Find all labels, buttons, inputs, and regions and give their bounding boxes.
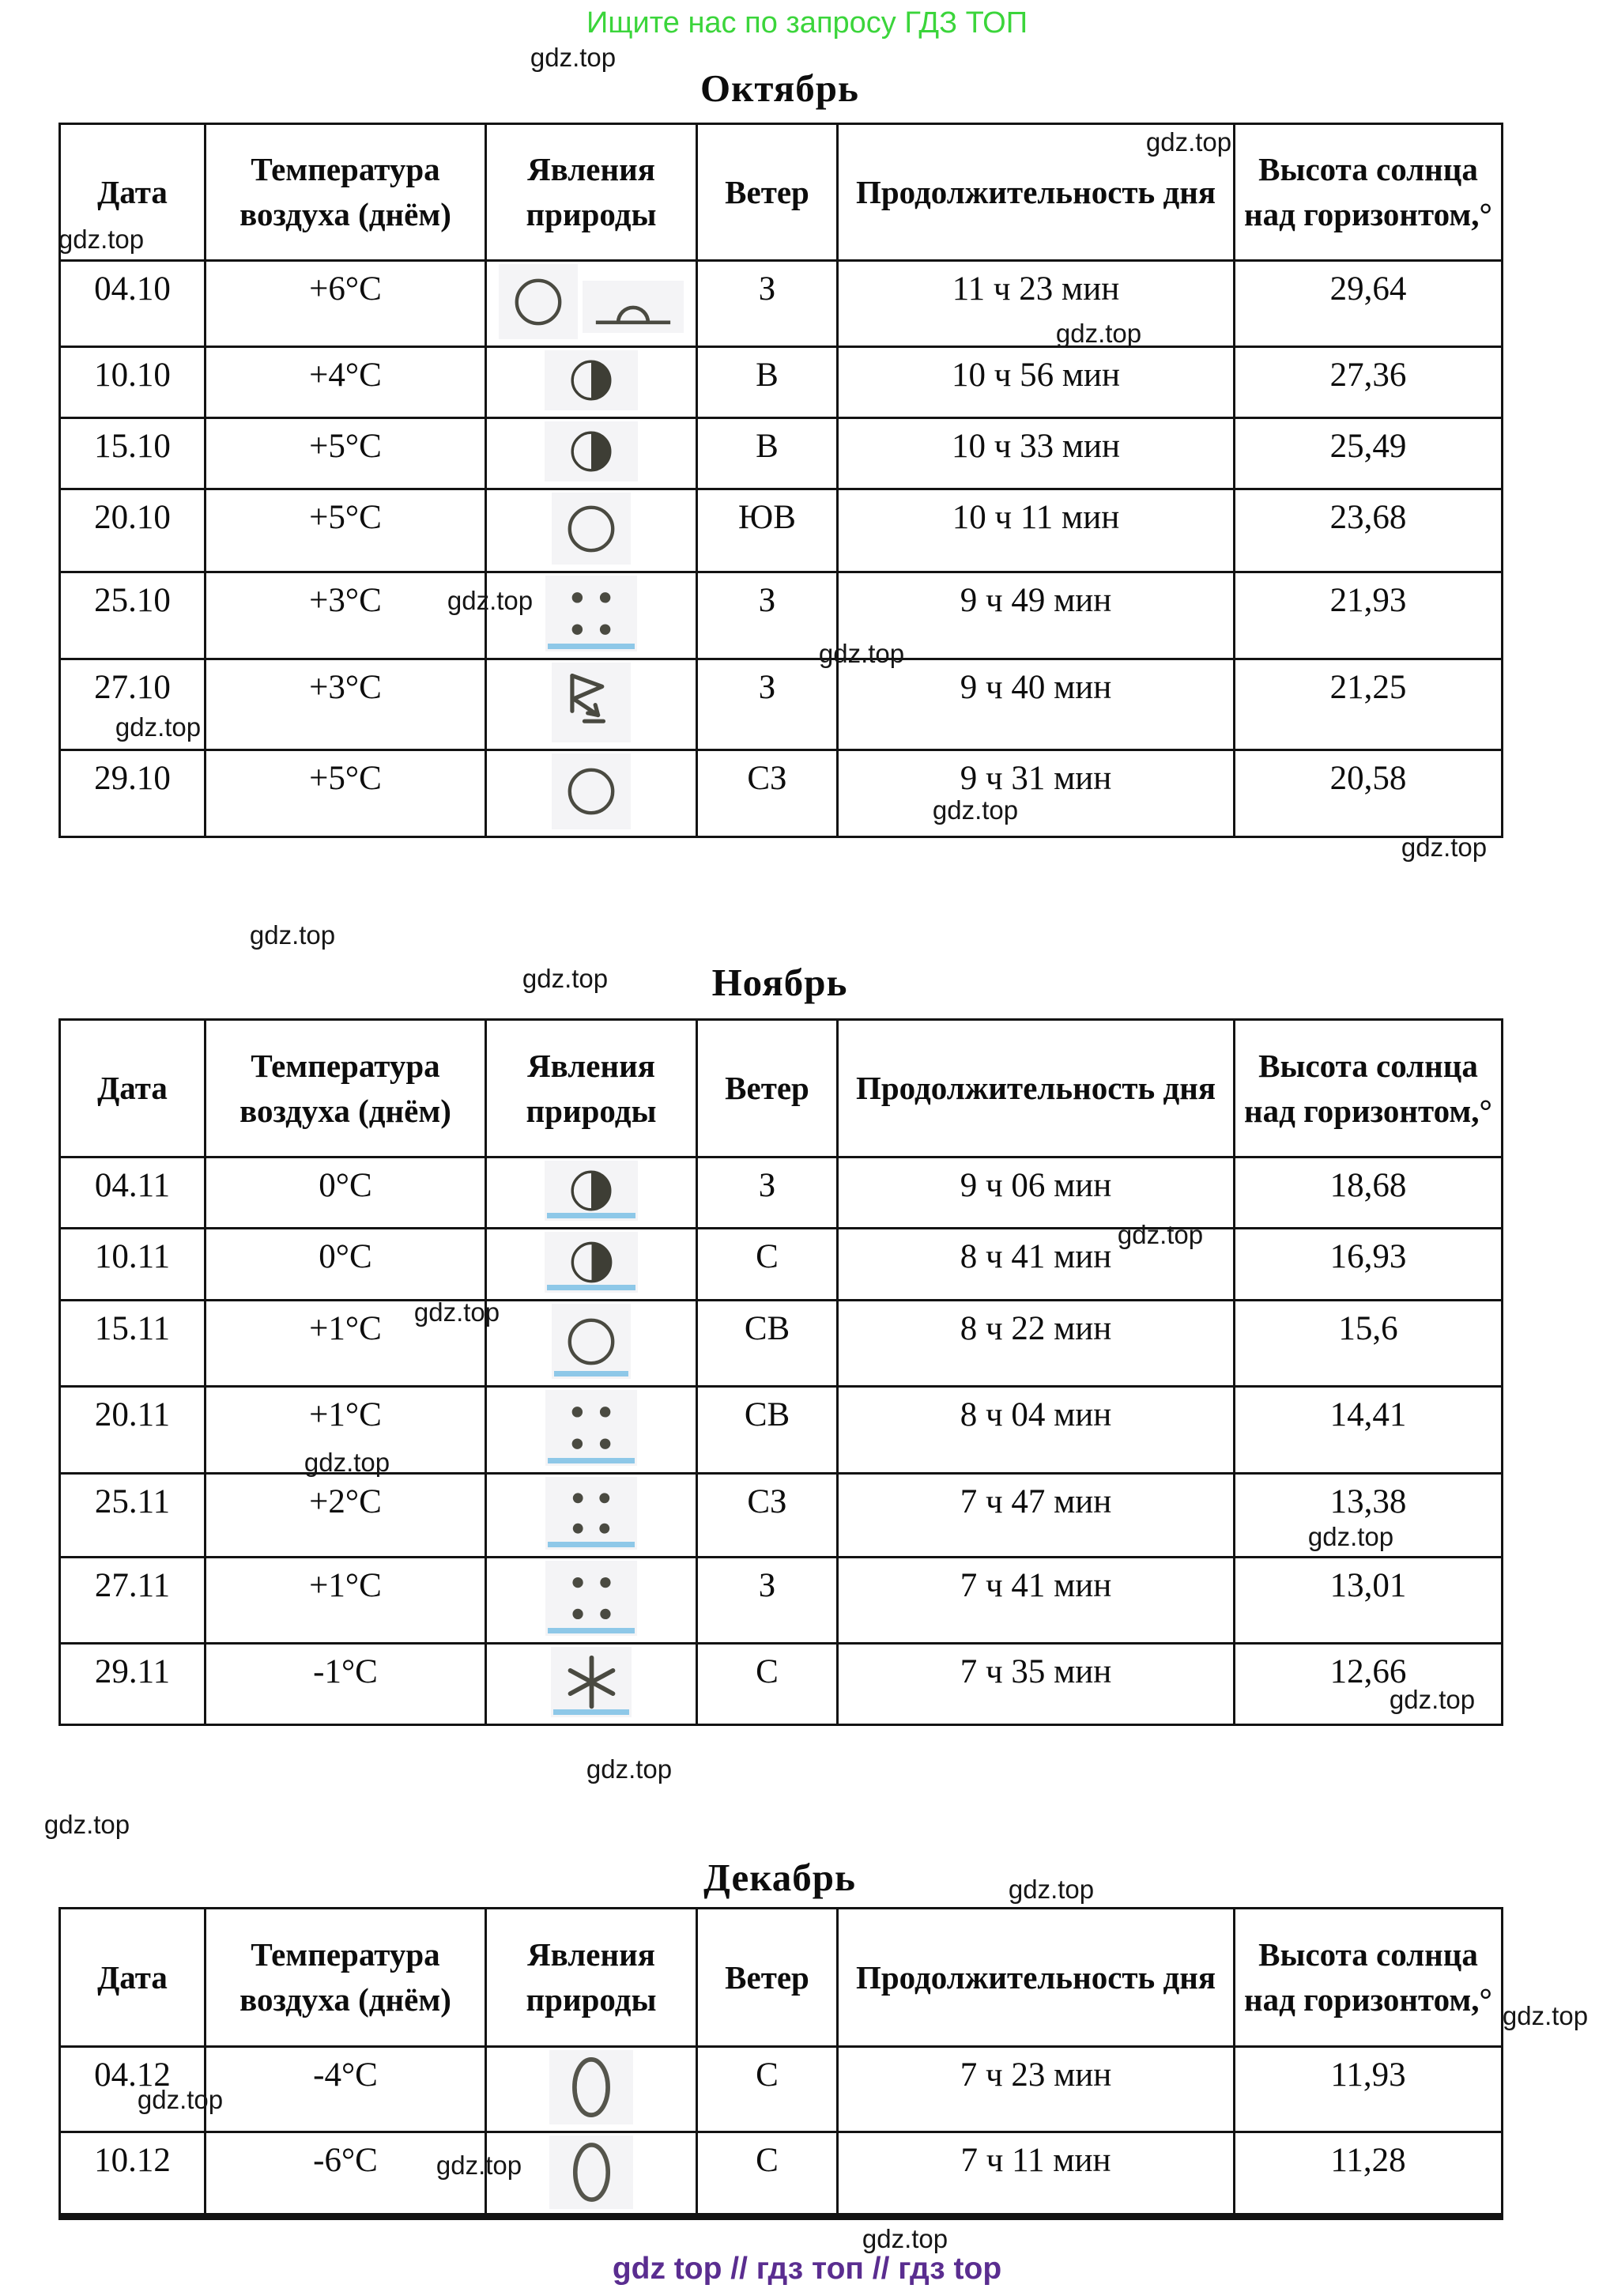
cell-date: 27.10 [60,659,206,750]
header-row [60,124,1503,261]
cell-wind: З [697,1157,838,1229]
gdz-watermark: gdz.top [1307,1522,1394,1551]
cell-sun-height: 27,36 [1235,347,1503,418]
month-title-october: Октябрь [700,66,859,110]
clear-sky-circle-icon [499,264,578,339]
weather-table-november [58,1018,1503,1726]
cell-date: 20.11 [60,1387,206,1474]
clear-sky-oval-icon [549,2136,633,2209]
cell-temperature: 0°С [206,1229,486,1301]
gdz-watermark: gdz.top [249,920,336,950]
footer-links: gdz top // гдз топ // гдз top [612,2252,1002,2286]
partly-cloudy-half-dark-circle-icon [545,350,638,410]
drizzle-four-dots-icon [545,1390,637,1466]
cell-wind: СЗ [697,750,838,837]
cell-wind: З [697,572,838,659]
cell-day-length: 7 ч 11 мин [838,2132,1235,2217]
table-row [60,1301,1503,1387]
col-header-wind: Ветер [697,124,838,261]
gdz-watermark: gdz.top [818,639,905,668]
cell-day-length: 7 ч 35 мин [838,1644,1235,1725]
table-row [60,1474,1503,1558]
cell-temperature: +6°С [206,261,486,347]
table-row [60,2047,1503,2132]
col-header-phenomena: Явления природы [486,1020,697,1157]
partly-cloudy-half-dark-circle-icon [545,1161,638,1221]
table-row [60,1644,1503,1725]
phenomena-icons [487,1647,696,1717]
phenomena-icons [487,1561,696,1636]
cell-sun-height: 13,38 [1235,1474,1503,1558]
table-row [60,261,1503,347]
gdz-watermark: gdz.top [530,43,617,72]
cell-wind: В [697,347,838,418]
phenomena-icons [487,2050,696,2124]
gdz-watermark: gdz.top [1401,833,1488,862]
cell-sun-height: 29,64 [1235,261,1503,347]
table-row [60,572,1503,659]
cell-temperature: +3°С [206,659,486,750]
cell-day-length: 10 ч 33 мин [838,418,1235,489]
cell-phenomena [486,1474,697,1558]
partly-cloudy-half-dark-circle-icon [545,1232,638,1293]
cell-day-length: 7 ч 41 мин [838,1558,1235,1644]
cell-sun-height: 25,49 [1235,418,1503,489]
cell-phenomena [486,347,697,418]
cell-sun-height: 23,68 [1235,489,1503,572]
gdz-watermark: gdz.top [1502,2001,1589,2030]
cell-wind: З [697,659,838,750]
cell-date: 29.11 [60,1644,206,1725]
table-row [60,1387,1503,1474]
november-table-body [60,1157,1503,1725]
phenomena-icons [487,1161,696,1221]
cell-phenomena [486,489,697,572]
gdz-watermark: gdz.top [1008,1875,1095,1904]
cell-date: 25.10 [60,572,206,659]
col-header-wind: Ветер [697,1020,838,1157]
cell-date: 10.12 [60,2132,206,2217]
gdz-watermark: gdz.top [304,1448,390,1477]
promo-banner: Ищите нас по запросу ГДЗ ТОП [586,6,1028,40]
cell-sun-height: 21,93 [1235,572,1503,659]
cell-wind: В [697,418,838,489]
cell-day-length: 7 ч 47 мин [838,1474,1235,1558]
cell-day-length: 8 ч 41 мин [838,1229,1235,1301]
drizzle-four-dots-icon [545,1561,637,1636]
col-header-sun-height: Высота солнца над горизонтом,° [1235,1909,1503,2047]
table-row [60,347,1503,418]
weather-table-october [58,123,1503,838]
cell-date: 25.11 [60,1474,206,1558]
phenomena-icons [487,1390,696,1466]
table-row [60,1157,1503,1229]
col-header-date: Дата [60,124,206,261]
cell-sun-height: 18,68 [1235,1157,1503,1229]
cell-wind: С [697,2047,838,2132]
cell-wind: СВ [697,1301,838,1387]
cell-wind: С [697,1229,838,1301]
cell-wind: СЗ [697,1474,838,1558]
table-row [60,1558,1503,1644]
col-header-phenomena: Явления природы [486,1909,697,2047]
cell-day-length: 9 ч 31 мин [838,750,1235,837]
cell-temperature: +2°С [206,1474,486,1558]
header-row [60,1909,1503,2047]
drizzle-four-dots-icon [545,576,637,651]
gdz-watermark: gdz.top [586,1754,673,1784]
cell-day-length: 7 ч 23 мин [838,2047,1235,2132]
cell-day-length: 9 ч 40 мин [838,659,1235,750]
col-header-date: Дата [60,1909,206,2047]
gdz-watermark: gdz.top [1389,1685,1476,1714]
cell-phenomena [486,1644,697,1725]
cell-phenomena [486,750,697,837]
cell-day-length: 8 ч 04 мин [838,1387,1235,1474]
partly-cloudy-half-dark-circle-icon [545,421,638,481]
cell-phenomena [486,1229,697,1301]
gdz-watermark: gdz.top [932,795,1019,825]
gdz-watermark: gdz.top [1145,127,1232,157]
cell-temperature: +5°С [206,750,486,837]
cell-temperature: -6°С [206,2132,486,2217]
cell-sun-height: 11,28 [1235,2132,1503,2217]
snowflake-icon [551,1647,632,1717]
cell-temperature: +5°С [206,489,486,572]
col-header-date: Дата [60,1020,206,1157]
cell-phenomena [486,418,697,489]
october-table-body [60,261,1503,837]
clear-sky-circle-icon [552,493,631,565]
cell-sun-height: 14,41 [1235,1387,1503,1474]
cell-temperature: -1°С [206,1644,486,1725]
cell-date: 04.11 [60,1157,206,1229]
phenomena-icons [487,350,696,410]
cell-wind: СВ [697,1387,838,1474]
col-header-temperature: Температура воздуха (днём) [206,124,486,261]
col-header-day-length: Продолжительность дня [838,1020,1235,1157]
phenomena-icons [487,1232,696,1293]
col-header-day-length: Продолжительность дня [838,124,1235,261]
cell-date: 10.10 [60,347,206,418]
phenomena-icons [487,493,696,565]
cell-sun-height: 16,93 [1235,1229,1503,1301]
cell-sun-height: 15,6 [1235,1301,1503,1387]
cell-day-length: 9 ч 49 мин [838,572,1235,659]
phenomena-icons [487,1477,696,1550]
header-row [60,1020,1503,1157]
gdz-watermark: gdz.top [413,1297,500,1327]
cell-day-length: 10 ч 11 мин [838,489,1235,572]
cell-temperature: -4°С [206,2047,486,2132]
cell-wind: С [697,1644,838,1725]
cell-temperature: 0°С [206,1157,486,1229]
gdz-watermark: gdz.top [58,225,145,254]
clear-sky-circle-icon [552,1304,631,1379]
cell-temperature: +1°С [206,1301,486,1387]
table-row [60,418,1503,489]
phenomena-icons [487,753,696,829]
cell-temperature: +3°С [206,572,486,659]
col-header-day-length: Продолжительность дня [838,1909,1235,2047]
cell-sun-height: 11,93 [1235,2047,1503,2132]
cell-date: 04.12 [60,2047,206,2132]
col-header-wind: Ветер [697,1909,838,2047]
cell-phenomena [486,2047,697,2132]
col-header-temperature: Температура воздуха (днём) [206,1909,486,2047]
table-row [60,2132,1503,2217]
cell-wind: С [697,2132,838,2217]
table-row [60,750,1503,837]
phenomena-icons [487,1304,696,1379]
gdz-watermark: gdz.top [447,586,534,615]
dome-on-horizon-icon [583,281,684,333]
cell-day-length: 10 ч 56 мин [838,347,1235,418]
cell-sun-height: 21,25 [1235,659,1503,750]
clear-sky-circle-icon [552,753,631,829]
table-row [60,489,1503,572]
cell-sun-height: 20,58 [1235,750,1503,837]
phenomena-icons [487,421,696,481]
cell-temperature: +4°С [206,347,486,418]
cell-day-length: 8 ч 22 мин [838,1301,1235,1387]
cell-phenomena [486,1301,697,1387]
cell-phenomena [486,261,697,347]
month-title-december: Декабрь [703,1856,856,1899]
cell-sun-height: 12,66 [1235,1644,1503,1725]
cell-date: 04.10 [60,261,206,347]
gdz-watermark: gdz.top [862,2224,948,2253]
gdz-watermark: gdz.top [115,712,202,742]
col-header-sun-height: Высота солнца над горизонтом,° [1235,124,1503,261]
cell-date: 29.10 [60,750,206,837]
gdz-watermark: gdz.top [137,2085,224,2114]
phenomena-icons [487,264,696,339]
cell-day-length: 11 ч 23 мин [838,261,1235,347]
drizzle-four-dots-icon [545,1477,637,1550]
col-header-temperature: Температура воздуха (днём) [206,1020,486,1157]
table-row [60,1229,1503,1301]
cell-temperature: +1°С [206,1558,486,1644]
cell-phenomena [486,1387,697,1474]
cell-temperature: +1°С [206,1387,486,1474]
col-header-phenomena: Явления природы [486,124,697,261]
cell-date: 20.10 [60,489,206,572]
cell-phenomena [486,1558,697,1644]
clear-sky-oval-icon [549,2050,633,2124]
gdz-watermark: gdz.top [43,1810,130,1839]
cell-phenomena [486,659,697,750]
cell-phenomena [486,1157,697,1229]
cell-date: 27.11 [60,1558,206,1644]
cell-wind: З [697,261,838,347]
cell-wind: З [697,1558,838,1644]
gdz-watermark: gdz.top [522,964,609,993]
gdz-watermark: gdz.top [436,2151,522,2180]
table-row [60,659,1503,750]
weather-table-december [58,1907,1503,2220]
gdz-watermark: gdz.top [1055,319,1142,348]
cell-day-length: 9 ч 06 мин [838,1157,1235,1229]
phenomena-icons [487,663,696,742]
month-title-november: Ноябрь [711,961,848,1004]
cell-sun-height: 13,01 [1235,1558,1503,1644]
cell-date: 10.11 [60,1229,206,1301]
cell-wind: ЮВ [697,489,838,572]
cell-date: 15.11 [60,1301,206,1387]
drift-arrow-icon [552,663,631,742]
december-table-body [60,2047,1503,2217]
cell-date: 15.10 [60,418,206,489]
col-header-sun-height: Высота солнца над горизонтом,° [1235,1020,1503,1157]
gdz-watermark: gdz.top [1117,1220,1204,1249]
cell-temperature: +5°С [206,418,486,489]
